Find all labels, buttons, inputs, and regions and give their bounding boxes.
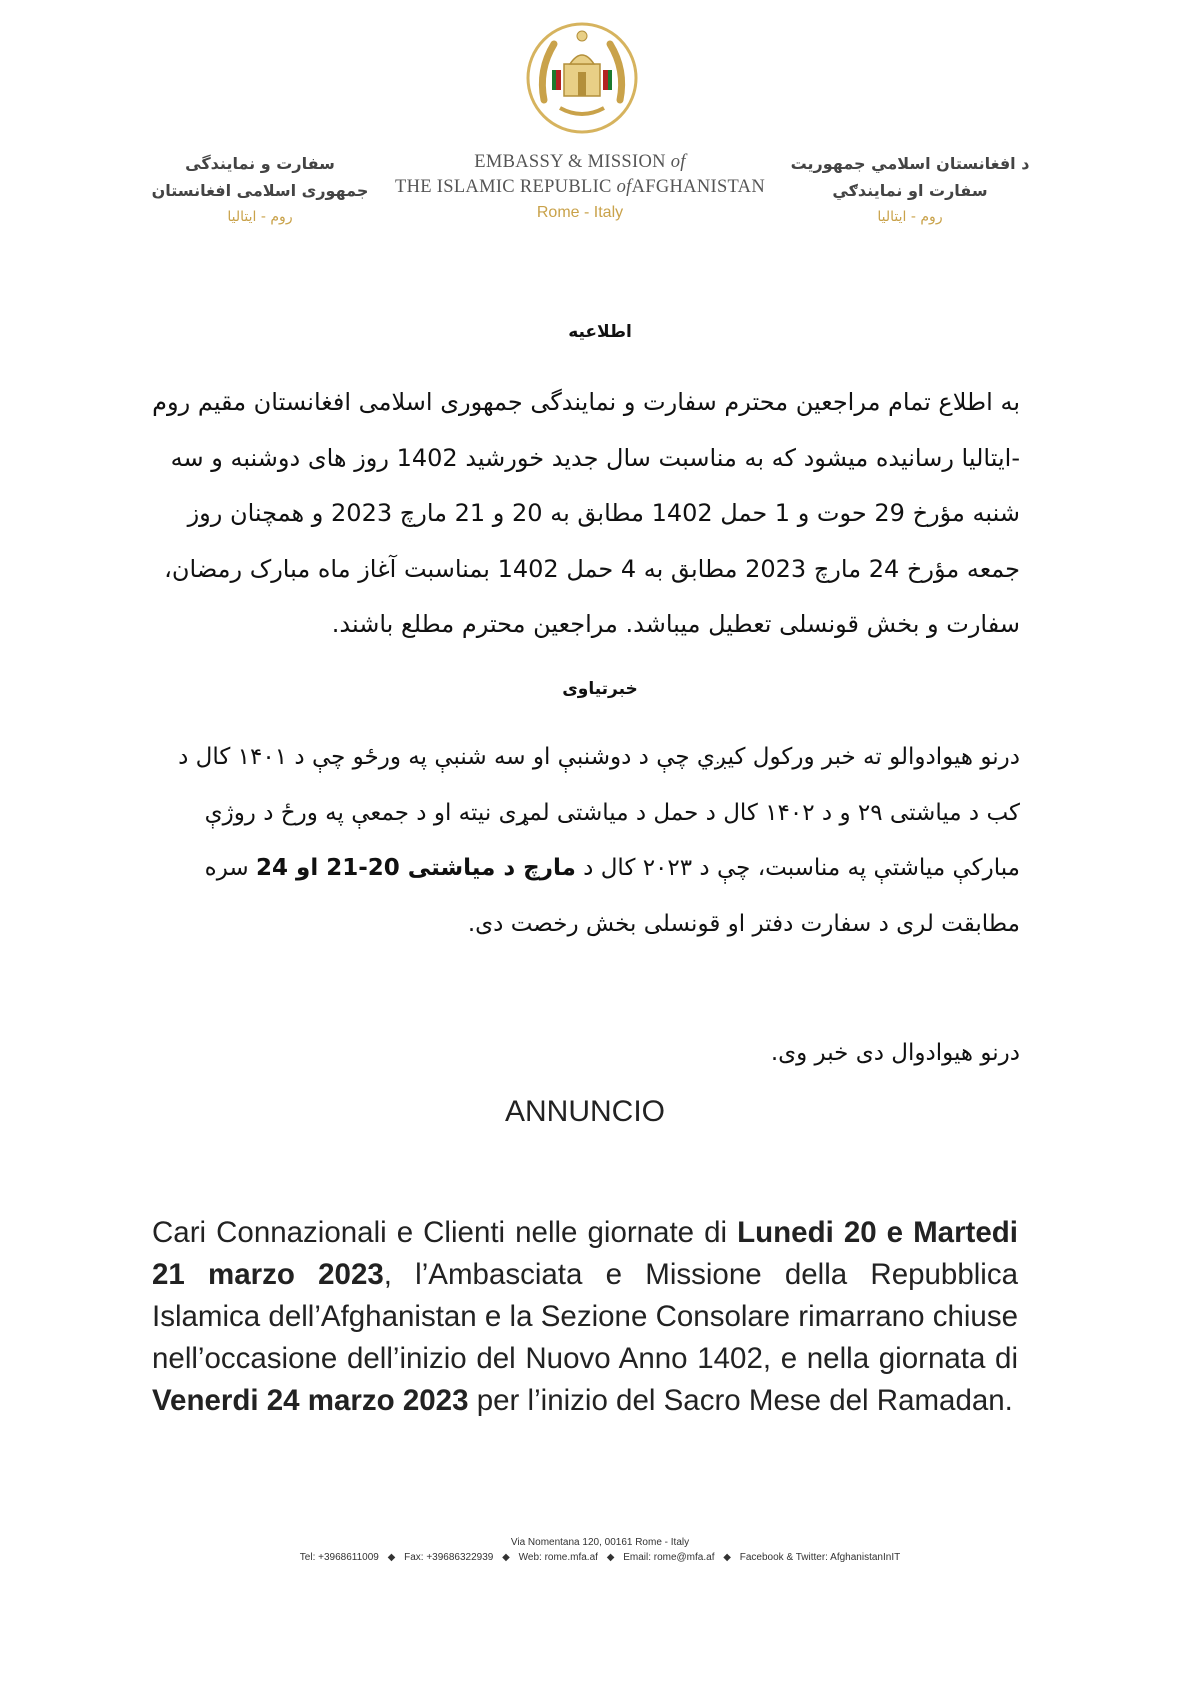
dari-heading: اطلاعیه: [568, 322, 632, 342]
italian-text-2: , l’Ambasciata e Missione della Repubblica Islamica dell’Afghanistan e la Sezione Consolare rimarrano chiuse nell’occasione dell’inizio del Nuovo Anno 1402, e nella giornata di: [152, 1258, 1019, 1375]
afghanistan-emblem-icon: [524, 20, 640, 136]
header-pashto-city: روم - ایتالیا: [877, 209, 943, 225]
italian-text-1: Cari Connazionali e Clienti nelle giornate di: [152, 1216, 738, 1249]
header-english-line2-country: AFGHANISTAN: [631, 177, 765, 197]
pashto-closing: درنو هیوادوال دی خبر وی.: [770, 1040, 1020, 1066]
header-pashto-block: [790, 150, 1030, 231]
italian-heading: ANNUNCIO: [504, 1095, 665, 1128]
header-english-city: Rome - Italy: [536, 204, 624, 221]
footer-web: Web: rome.mfa.af: [518, 1552, 598, 1563]
pashto-body-part1: درنو هیوادوالو ته خبر ورکول کیږي چې د دوشنبې او سه شنبې په ورځو چې د ۱۴۰۱ کال د کب د میاشتی ۲۹ و د ۱۴۰۲ کال د حمل د میاشتی لمړی نیته او د جمعې په ورځ د روژې مبارکې میاشتې په مناسبت، چې د ۲۰۲۳ کال د: [178, 744, 1020, 881]
pashto-body-part2: سره مطابقت لری د سفارت دفتر او قونسلی بخش رخصت دی.: [204, 855, 1020, 937]
footer-separator-icon: ◆: [502, 1552, 510, 1563]
header-english-line1: [360, 150, 800, 175]
footer-tel: Tel: +3968611009: [299, 1552, 379, 1563]
header-dari-city: روم - ایتالیا: [227, 209, 293, 225]
header-english-block: [360, 150, 800, 222]
header-english-line2: [360, 175, 800, 200]
header-dari-block: [140, 150, 380, 231]
pashto-heading: خبرتیاوی: [562, 679, 638, 699]
footer-fax: Fax: +39686322939: [404, 1552, 494, 1563]
italian-text-3: per l’inizio del Sacro Mese del Ramadan.: [468, 1384, 1013, 1417]
header-english-line1-text: EMBASSY & MISSION: [474, 152, 671, 172]
footer-email: Email: rome@mfa.af: [623, 1552, 715, 1563]
footer-separator-icon: ◆: [723, 1552, 731, 1563]
header-pashto-line2: سفارت او نمايندګي: [832, 181, 988, 200]
header-pashto-line1: د افغانستان اسلامي جمهوريت: [790, 154, 1030, 173]
italian-body: [152, 1212, 1018, 1422]
header-english-line2-text: THE ISLAMIC REPUBLIC: [394, 177, 617, 197]
footer: [0, 1537, 1200, 1563]
header-english-line2-of: of: [616, 177, 632, 197]
italian-bold-2: Venerdi 24 marzo 2023: [152, 1384, 469, 1417]
pashto-body: [150, 730, 1020, 952]
footer-address: Via Nomentana 120, 00161 Rome - Italy: [510, 1537, 690, 1548]
dari-body: به اطلاع تمام مراجعین محترم سفارت و نمایندگی جمهوری اسلامی افغانستان مقیم روم -ایتالیا رسانیده میشود که به مناسبت سال جدید خورشید 1402 روز های دوشنبه و سه شنبه مؤرخ 29 حوت و 1 حمل 1402 مطابق به 20 و 21 مارچ 2023 و همچنان روز جمعه مؤرخ 24 مارچ 2023 مطابق به 4 حمل 1402 بمناسبت آغاز ماه مبارک رمضان، سفارت و بخش قونسلی تعطیل میباشد. مراجعین محترم مطلع باشند.: [152, 388, 1020, 638]
footer-contacts: [0, 1552, 1200, 1563]
footer-separator-icon: ◆: [606, 1552, 615, 1563]
header-english-line1-of: of: [670, 152, 686, 172]
header-dari-line2: جمهوری اسلامی افغانستان: [151, 181, 369, 200]
footer-social: Facebook & Twitter: AfghanistanInIT: [739, 1552, 901, 1563]
italian-bold-1: Lunedi 20 e Martedi 21 marzo 2023: [152, 1216, 1018, 1291]
header-dari-line1: سفارت و نمايندگی: [185, 154, 335, 173]
pashto-body-bold: مارچ د میاشتی 20-21 او 24: [256, 855, 576, 881]
footer-separator-icon: ◆: [387, 1552, 396, 1563]
